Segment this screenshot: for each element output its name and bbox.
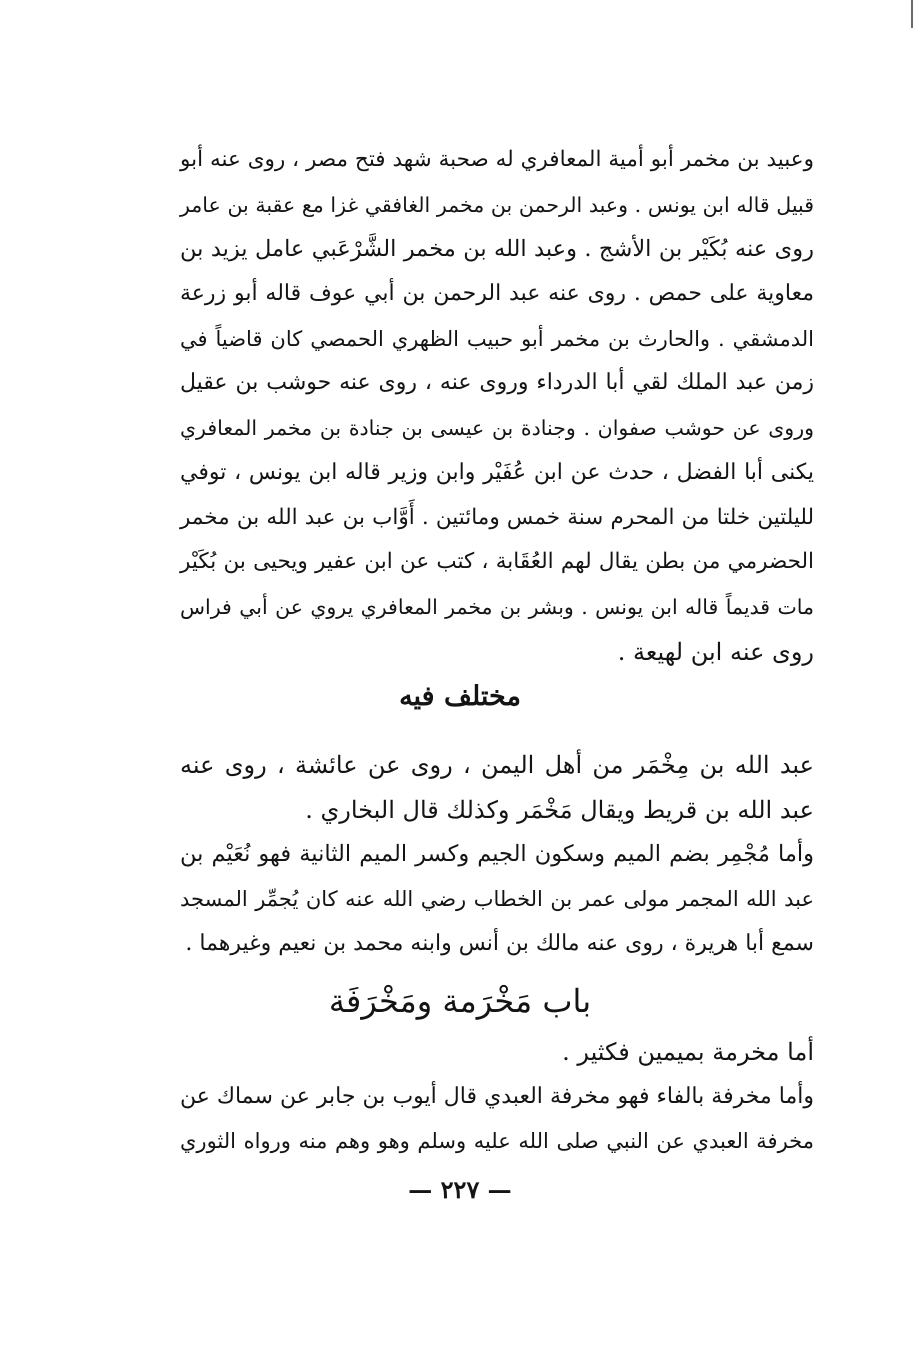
text-line: وروى عن حوشب صفوان . وجنادة بن عيسى بن جنادة بن مخمر المعافري bbox=[180, 416, 814, 441]
text-line: يكنى أبا الفضل ، حدث عن ابن عُفَيْر وابن وزير قاله ابن يونس ، توفي bbox=[180, 459, 814, 485]
text-line: قبيل قاله ابن يونس . وعبد الرحمن بن مخمر الغافقي غزا مع عقبة بن عامر bbox=[180, 192, 814, 217]
paragraph-section-2 bbox=[180, 743, 814, 966]
text-line: الحضرمي من بطن يقال لهم العُقَابة ، كتب عن ابن عفير ويحيى بن بُكَيْر bbox=[180, 549, 814, 575]
text-line: زمن عبد الملك لقي أبا الدرداء وروى عنه ، روى عنه حوشب بن عقيل bbox=[180, 370, 814, 396]
text-line: وعبيد بن مخمر أبو أمية المعافري له صحبة شهد فتح مصر ، روى عنه أبو bbox=[180, 147, 814, 172]
text-line: الدمشقي . والحارث بن مخمر أبو حبيب الظهري الحمصي كان قاضياً في bbox=[180, 326, 814, 351]
text-line: معاوية على حمص . روى عنه عبد الرحمن بن أبي عوف قاله أبو زرعة bbox=[180, 281, 814, 307]
text-line: سمع أبا هريرة ، روى عنه مالك بن أنس وابنه محمد بن نعيم وغيرهما . bbox=[185, 930, 814, 956]
paragraph-section-3 bbox=[180, 1030, 814, 1164]
chapter-heading: باب مَخْرَمة ومَخْرَفَة bbox=[328, 982, 592, 1020]
section-heading: مختلف فيه bbox=[399, 681, 521, 712]
text-line: عبد الله المجمر مولى عمر بن الخطاب رضي الله عنه كان يُجمِّر المسجد bbox=[180, 887, 814, 912]
text-line: عبد الله بن مِخْمَر من أهل اليمن ، روى عن عائشة ، روى عنه bbox=[180, 751, 814, 779]
text-line: مات قديماً قاله ابن يونس . وبشر بن مخمر المعافري يروي عن أبي فراس bbox=[180, 594, 814, 619]
text-line: عبد الله بن قريط ويقال مَخْمَر وكذلك قال البخاري . bbox=[305, 795, 814, 824]
text-line: أما مخرمة بميمين فكثير . bbox=[562, 1038, 814, 1066]
text-line: وأما مُجْمِر بضم الميم وسكون الجيم وكسر الميم الثانية فهو نُعَيْم بن bbox=[180, 841, 814, 868]
page-number: — ٢٢٧ — bbox=[408, 1175, 512, 1204]
text-line: وأما مخرفة بالفاء فهو مخرفة العبدي قال أيوب بن جابر عن سماك عن bbox=[180, 1083, 814, 1109]
text-line: روى عنه بُكَيْر بن الأشج . وعبد الله بن مخمر الشَّرْعَبي عامل يزيد بن bbox=[180, 236, 814, 263]
text-line: لليلتين خلتا من المحرم سنة خمس ومائتين . أَوَّاب بن عبد الله بن مخمر bbox=[180, 504, 814, 530]
text-line: روى عنه ابن لهيعة . bbox=[617, 637, 814, 666]
paragraph-section-1 bbox=[180, 138, 814, 674]
text-line: مخرفة العبدي عن النبي صلى الله عليه وسلم وهو وهم منه ورواه الثوري bbox=[180, 1129, 814, 1154]
scan-edge-mark bbox=[911, 0, 913, 28]
